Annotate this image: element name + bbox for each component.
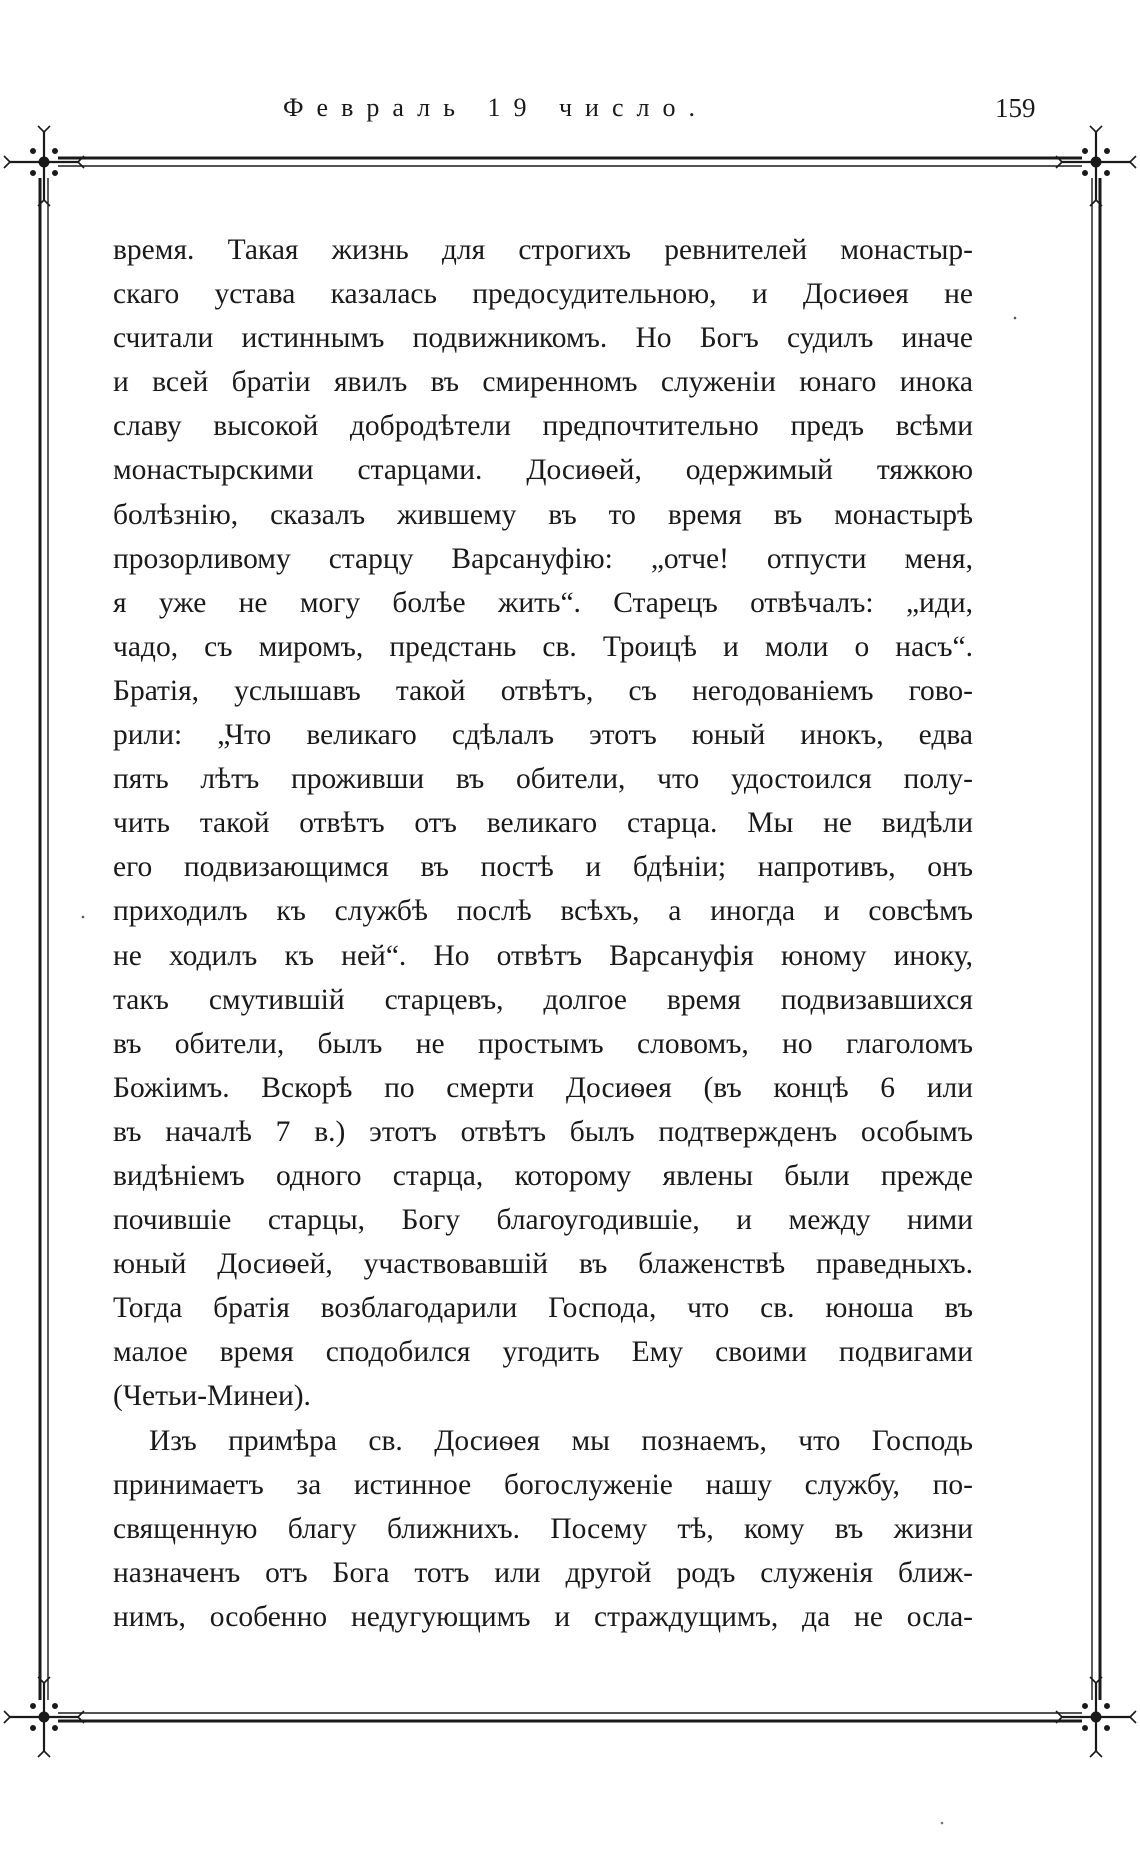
text-line: чить такой отвѣтъ отъ великаго старца. Мы не видѣли bbox=[113, 807, 973, 840]
corner-ornament-bottom-right bbox=[1056, 1677, 1136, 1757]
text-line: почившiе старцы, Богу благоугодившiе, и между ними bbox=[113, 1204, 973, 1237]
paragraph-2 bbox=[113, 1419, 973, 1639]
text-line: чадо, съ миромъ, предстань св. Троицѣ и моли о насъ“. bbox=[113, 630, 973, 663]
text-line: нимъ, особенно недугующимъ и страждущимъ, да не осла- bbox=[113, 1600, 973, 1633]
text-line: принимаетъ за истинное богослуженiе нашу службу, по- bbox=[113, 1468, 973, 1501]
text-line: его подвизающимся въ постѣ и бдѣнiи; напротивъ, онъ bbox=[113, 851, 973, 884]
text-line: и всей братiи явилъ въ смиренномъ служенiи юнаго инока bbox=[113, 366, 973, 399]
text-line: священную благу ближнихъ. Посему тѣ, кому въ жизни bbox=[113, 1512, 973, 1545]
text-line: рили: „Что великаго сдѣлалъ этотъ юный инокъ, едва bbox=[113, 719, 973, 752]
body-text bbox=[113, 228, 973, 1639]
page-number: 159 bbox=[995, 93, 1036, 123]
text-line: Тогда братiя возблагодарили Господа, что св. юноша въ bbox=[113, 1292, 973, 1325]
text-line: Божiимъ. Вскорѣ по смерти Досиѳея (въ концѣ 6 или bbox=[113, 1071, 973, 1104]
text-line: въ началѣ 7 в.) этотъ отвѣтъ былъ подтвержденъ особымъ bbox=[113, 1115, 973, 1148]
text-line: такъ смутившiй старцевъ, долгое время подвизавшихся bbox=[113, 983, 973, 1016]
text-line: прозорливому старцу Варсануфiю: „отче! отпусти меня, bbox=[113, 542, 973, 575]
text-line: считали истиннымъ подвижникомъ. Но Богъ судилъ иначе bbox=[113, 322, 973, 355]
text-line: въ обители, былъ не простымъ словомъ, но глаголомъ bbox=[113, 1027, 973, 1060]
text-line: приходилъ къ службѣ послѣ всѣхъ, а иногда и совсѣмъ bbox=[113, 895, 973, 928]
text-line: монастырскими старцами. Досиѳей, одержимый тяжкою bbox=[113, 454, 973, 487]
corner-ornament-bottom-left bbox=[4, 1677, 84, 1757]
text-line: Изъ примѣра св. Досиѳея мы познаемъ, что Господь bbox=[149, 1424, 973, 1457]
text-line: славу высокой добродѣтели предпочтительно предъ всѣми bbox=[113, 410, 973, 443]
text-line: я уже не могу болѣе жить“. Старецъ отвѣчалъ: „иди, bbox=[113, 586, 973, 619]
text-line: пять лѣтъ проживши въ обители, что удостоился полу- bbox=[113, 763, 973, 796]
paragraph-1 bbox=[113, 228, 973, 1419]
text-line: (Четьи-Минеи). bbox=[113, 1380, 311, 1413]
text-line: скаго устава казалась предосудительною, и Досиѳея не bbox=[113, 278, 973, 311]
text-line: не ходилъ къ ней“. Но отвѣтъ Варсануфiя юному иноку, bbox=[113, 939, 973, 972]
running-title: Февраль 19 число. bbox=[283, 93, 708, 122]
text-line: время. Такая жизнь для строгихъ ревнителей монастыр- bbox=[113, 234, 973, 266]
text-line: назначенъ отъ Бога тотъ или другой родъ служенiя ближ- bbox=[113, 1556, 973, 1589]
text-line: малое время сподобился угодить Ему своими подвигами bbox=[113, 1336, 973, 1369]
text-line: Братiя, услышавъ такой отвѣтъ, съ негодованiемъ гово- bbox=[113, 674, 973, 707]
text-line: видѣнiемъ одного старца, которому явлены были прежде bbox=[113, 1159, 973, 1192]
text-line: юный Досиѳей, участвовавшiй въ блаженствѣ праведныхъ. bbox=[113, 1248, 973, 1281]
text-line: болѣзнiю, сказалъ жившему въ то время въ монастырѣ bbox=[113, 498, 973, 531]
